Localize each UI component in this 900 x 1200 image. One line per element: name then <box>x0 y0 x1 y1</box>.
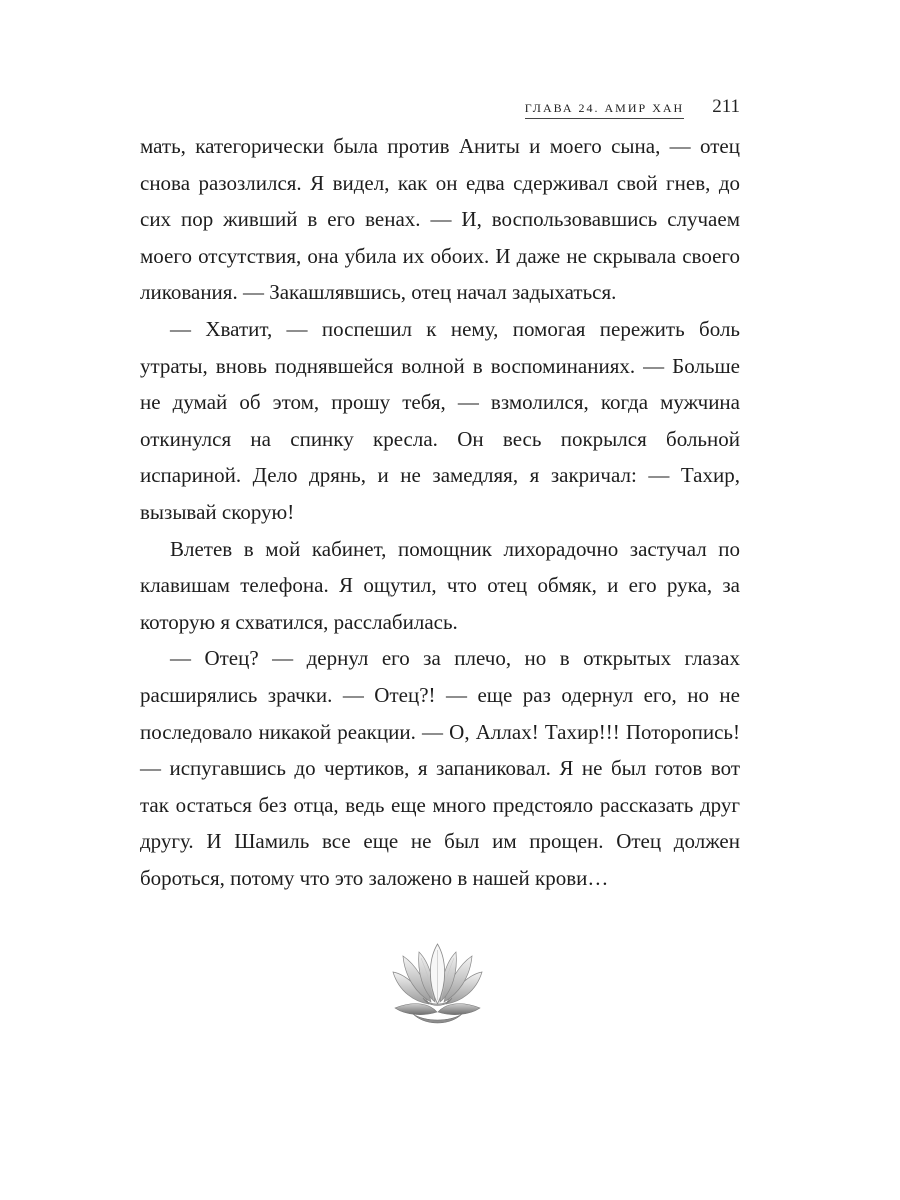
paragraph-4: — Отец? — дернул его за плечо, но в открытых глазах расширялись зрачки. — Отец?! — еще раз одернул его, но не последовало никакой реакции. — О, Аллах! Тахир!!! Поторопись! — испугавшись до чертиков, я запаниковал. Я не был готов вот так остаться без отца, ведь еще много предстояло рассказать друг другу. И Шамиль все еще не был им прощен. Отец должен бороться, потому что это заложено в нашей крови… <box>140 646 740 890</box>
page-number: 211 <box>712 96 740 117</box>
paragraph-3: Влетев в мой кабинет, помощник лихорадочно застучал по клавишам телефона. Я ощутил, что отец обмяк, и его рука, за которую я схватился, расслабилась. <box>140 536 740 634</box>
paragraph-1: мать, категорически была против Аниты и моего сына, — отец снова разозлился. Я видел, как он едва сдерживал свой гнев, до сих пор живший в его венах. — И, воспользовавшись случаем моего отсутствия, она убила их обоих. И даже не скрывала своего ликования. — Закашлявшись, отец начал задыхаться. <box>140 134 740 305</box>
running-head <box>140 96 740 119</box>
paragraph-2: — Хватит, — поспешил к нему, помогая пережить боль утраты, вновь поднявшейся волной в воспоминаниях. — Больше не думай об этом, прошу тебя, — взмолился, когда мужчина откинулся на спинку кресла. Он весь покрылся больной испариной. Дело дрянь, и не замедляя, я закричал: — Тахир, вызывай скорую! <box>140 316 740 524</box>
lotus-flower-icon <box>385 942 490 1027</box>
body-text <box>140 128 740 896</box>
chapter-title: ГЛАВА 24. АМИР ХАН <box>525 101 684 119</box>
